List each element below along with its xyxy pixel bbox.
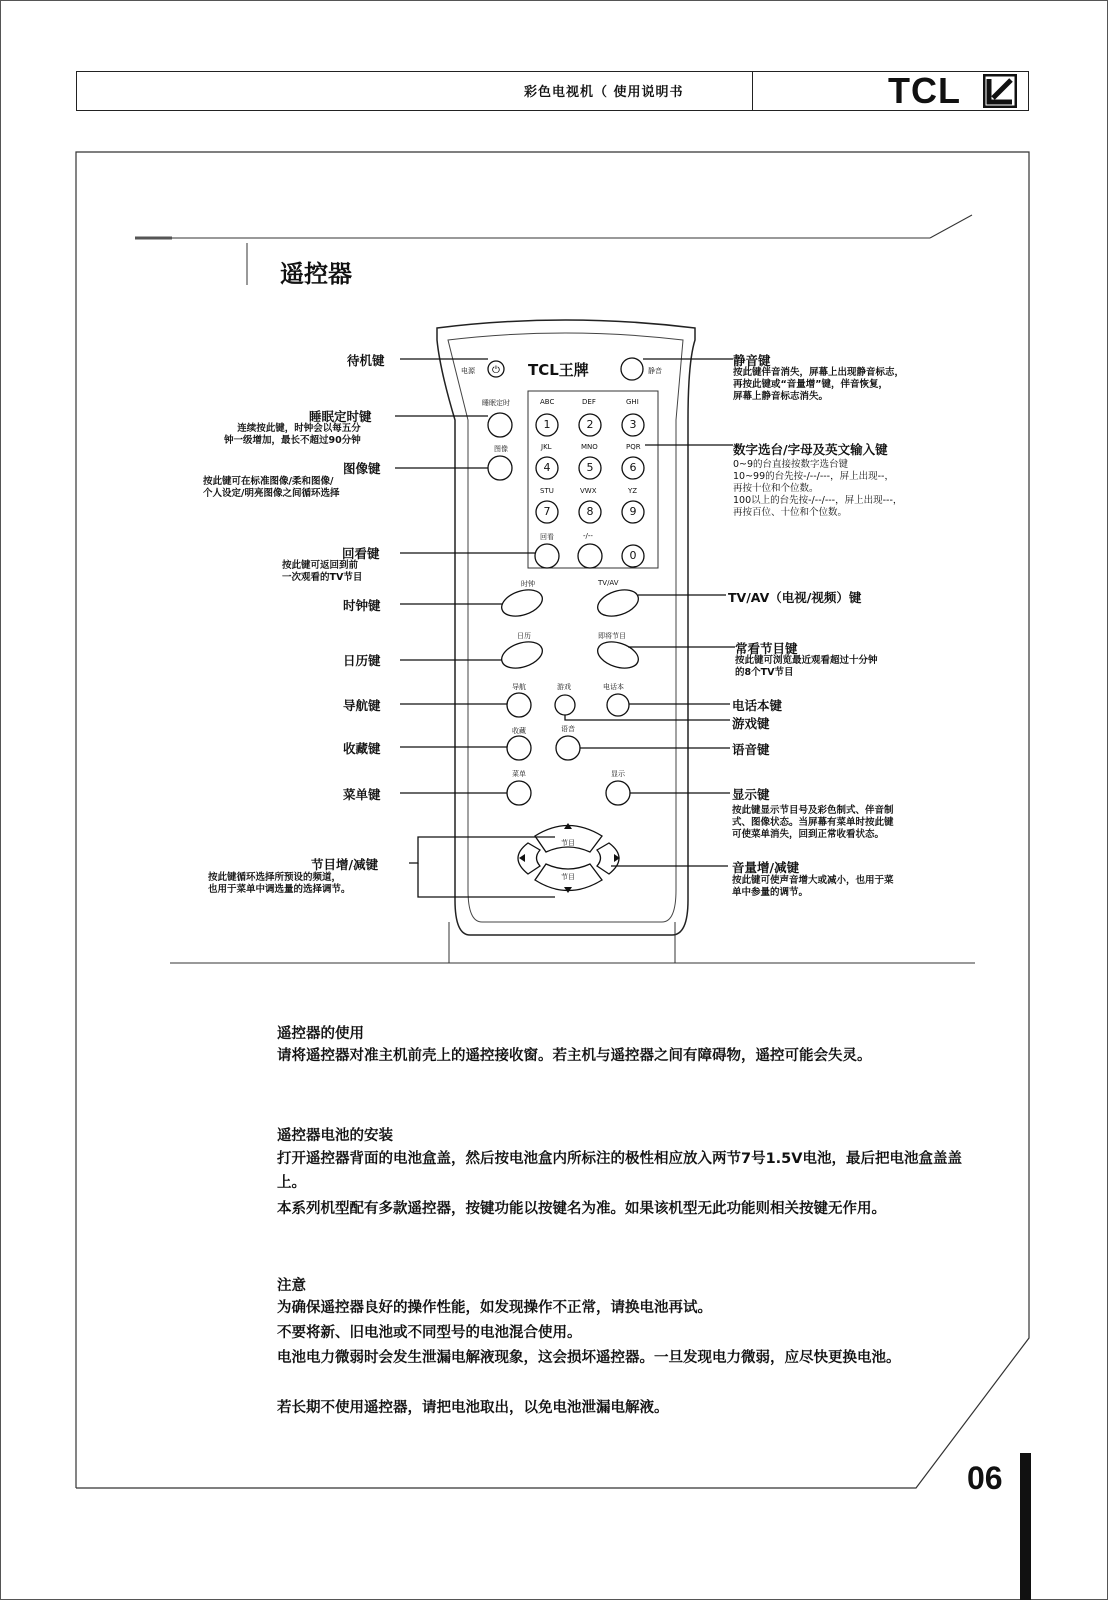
picture-button <box>488 456 512 480</box>
remote-brand: TCL王牌 <box>528 361 589 379</box>
callout-menu: 菜单键 <box>343 787 381 802</box>
num-label-8: 8 <box>586 505 594 518</box>
mute-button <box>621 358 643 380</box>
callout-prog: 常看节目键 <box>735 641 798 656</box>
page-edge-bar <box>1020 1453 1031 1600</box>
callout-picture-desc: 按此键可在标准图像/柔和图像/ 个人设定/明亮图像之间循环选择 <box>203 476 340 499</box>
ch-down-key-label: 节目 <box>561 873 575 881</box>
phonebook-key-label: 电话本 <box>603 683 624 691</box>
callout-calendar: 日历键 <box>343 653 381 668</box>
header-title: 彩色电视机（ 使用说明书 <box>524 85 684 100</box>
ch-up-key-label: 节目 <box>561 839 575 847</box>
tvav-key-label: TV/AV <box>598 579 619 587</box>
num-label-4: 4 <box>543 461 551 474</box>
callout-channel-desc: 按此键循环选择所预设的频道， 也用于菜单中调选量的选择调节。 <box>208 872 351 895</box>
favorite-key-label: 收藏 <box>512 727 526 735</box>
vwx-key-label: VWX <box>580 487 597 495</box>
nav-key-label: 导航 <box>512 683 526 691</box>
prog-guide-button <box>594 637 641 673</box>
callout-display-desc: 按此键显示节目号及彩色制式、伴音制 式、图像状态。当屏幕有菜单时按此键 可使菜单消失，回到正常收看状态。 <box>732 805 894 840</box>
jkl-key-label: JKL <box>541 443 552 451</box>
sleep-key-label: 睡眠定时 <box>482 399 510 407</box>
game-key-label: 游戏 <box>557 683 571 691</box>
menu-key-label: 菜单 <box>512 770 526 778</box>
num-label-5: 5 <box>586 461 594 474</box>
callout-volume: 音量增/减键 <box>732 860 800 875</box>
page-number: 06 <box>967 1460 1003 1496</box>
callout-picture: 图像键 <box>343 461 381 476</box>
menu-button <box>507 781 531 805</box>
callout-game: 游戏键 <box>732 716 770 731</box>
callout-prog-desc: 按此键可浏览最近观看超过十分钟 的8个TV节目 <box>735 655 878 678</box>
prog-guide-key-label: 即将节目 <box>598 632 626 640</box>
num-label-7: 7 <box>543 505 551 518</box>
dash-button <box>578 544 602 568</box>
battery-text-1: 打开遥控器背面的电池盒盖，然后按电池盒内所标注的极性相应放入两节7号1.5V电池，最后把电池盒盖盖上。 <box>277 1151 962 1191</box>
voice-key-label: 语音 <box>561 725 575 733</box>
use-text: 请将遥控器对准主机前壳上的遥控接收窗。若主机与遥控器之间有障碍物，遥控可能会失灵。 <box>277 1048 872 1064</box>
use-title: 遥控器的使用 <box>277 1026 364 1042</box>
num-label-2: 2 <box>586 418 594 431</box>
stu-key-label: STU <box>540 487 554 495</box>
callout-clock: 时钟键 <box>343 598 381 613</box>
battery-text-2: 本系列机型配有多款遥控器，按键功能以按键名为准。如果该机型无此功能则相关按键无作用。 <box>277 1201 886 1217</box>
game-button <box>555 695 575 715</box>
callout-digit-desc: 0~9的台直接按数字选台键 10~99的台先按-/--/---，屏上出现--， 再按十位和个位数。 100以上的台先按-/--/---，屏上出现---， 再按百位、十位和个位数。 <box>733 459 903 518</box>
recall-button <box>535 544 559 568</box>
section-title: 遥控器 <box>280 260 352 288</box>
recall-key-label: 回看 <box>540 533 554 541</box>
callout-volume-desc: 按此键可使声音增大或减小，也用于菜 单中参量的调节。 <box>732 875 894 898</box>
clock-button <box>498 585 545 621</box>
callout-phonebook: 电话本键 <box>732 698 783 713</box>
phonebook-button <box>607 694 629 716</box>
battery-title: 遥控器电池的安装 <box>277 1128 393 1144</box>
calendar-key-label: 日历 <box>517 632 531 640</box>
abc-key-label: ABC <box>540 398 555 406</box>
note-title: 注意 <box>277 1278 306 1294</box>
sleep-button <box>488 413 512 437</box>
callout-sleep-desc: 连续按此键，时钟会以每五分 钟一级增加，最长不超过90分钟 <box>224 423 361 446</box>
brand-name: TCL <box>888 70 961 111</box>
callout-sleep: 睡眠定时键 <box>309 409 372 424</box>
dash-key-label: -/-- <box>583 532 593 540</box>
callout-tvav: TV/AV（电视/视频）键 <box>728 590 862 605</box>
callout-mute-desc: 按此键伴音消失，屏幕上出现静音标志， 再按此键或“音量增”键，伴音恢复， 屏幕上静音标志消失。 <box>733 367 905 402</box>
display-key-label: 显示 <box>611 770 625 778</box>
display-button <box>606 781 630 805</box>
mno-key-label: MNO <box>581 443 598 451</box>
num-label-6: 6 <box>629 461 637 474</box>
note-4: 若长期不使用遥控器，请把电池取出，以免电池泄漏电解液。 <box>277 1400 669 1416</box>
callout-standby: 待机键 <box>347 353 385 368</box>
callout-channel: 节目增/减键 <box>311 857 379 872</box>
callout-digit: 数字选台/字母及英文输入键 <box>733 442 888 457</box>
callout-mute: 静音键 <box>733 353 771 368</box>
clock-key-label: 时钟 <box>521 580 535 588</box>
callout-voice: 语音键 <box>732 742 770 757</box>
tvav-button <box>594 585 641 621</box>
callout-nav: 导航键 <box>343 698 381 713</box>
favorite-button <box>507 736 531 760</box>
ghi-key-label: GHI <box>626 398 639 406</box>
mute-key-label: 静音 <box>648 367 662 375</box>
yz-key-label: YZ <box>628 487 638 495</box>
note-1: 为确保遥控器良好的操作性能，如发现操作不正常，请换电池再试。 <box>277 1300 712 1316</box>
voice-button <box>556 736 580 760</box>
pqr-key-label: PQR <box>626 443 641 451</box>
num-label-1: 1 <box>543 418 551 431</box>
def-key-label: DEF <box>582 398 596 406</box>
calendar-button <box>498 637 545 673</box>
note-3: 电池电力微弱时会发生泄漏电解液现象，这会损坏遥控器。一旦发现电力微弱，应尽快更换电池。 <box>277 1350 901 1366</box>
power-icon: ⏻ <box>492 365 500 376</box>
callout-display: 显示键 <box>732 787 770 802</box>
num-label-3: 3 <box>629 418 637 431</box>
callout-recall-desc: 按此键可返回到前 一次观看的TV节目 <box>282 560 363 583</box>
callout-favorite: 收藏键 <box>343 741 381 756</box>
note-2: 不要将新、旧电池或不同型号的电池混合使用。 <box>277 1325 582 1341</box>
nav-button <box>507 693 531 717</box>
num-label-0: 0 <box>629 549 637 562</box>
num-label-9: 9 <box>629 505 637 518</box>
picture-key-label: 图像 <box>494 445 508 453</box>
power-key-label: 电源 <box>461 367 475 375</box>
callout-recall: 回看键 <box>342 546 380 561</box>
